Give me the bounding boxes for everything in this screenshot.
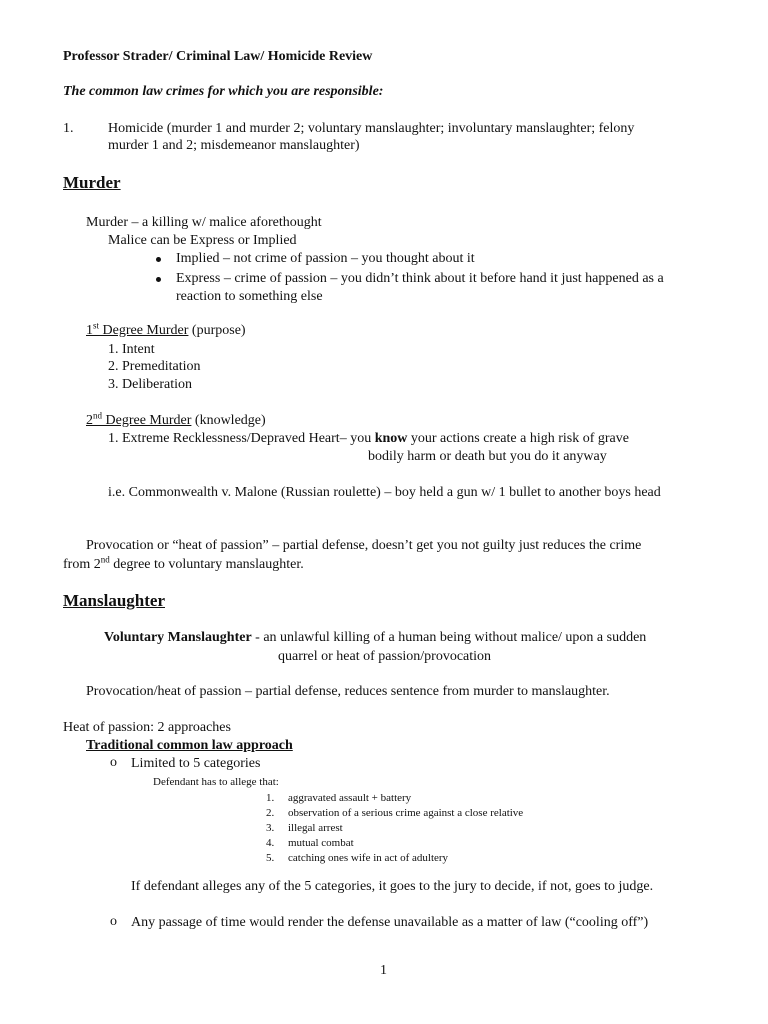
category-number: 5. bbox=[266, 852, 275, 864]
murder-heading: Murder bbox=[63, 173, 121, 192]
heat-of-passion-text: Heat of passion: 2 approaches bbox=[63, 720, 231, 735]
malice-text: Malice can be Express or Implied bbox=[108, 233, 297, 248]
bullet-icon bbox=[156, 277, 161, 282]
circle-bullet-icon: o bbox=[110, 755, 117, 770]
document-title: Professor Strader/ Criminal Law/ Homicide Review bbox=[63, 49, 373, 64]
alleges-text: Defendant has to allege that: bbox=[153, 776, 279, 788]
cooling-off-text: Any passage of time would render the defense unavailable as a matter of law (“cooling off”) bbox=[131, 915, 649, 930]
manslaughter-heading: Manslaughter bbox=[63, 591, 165, 610]
list-number: 1. bbox=[63, 121, 74, 136]
category-number: 4. bbox=[266, 837, 275, 849]
category-number: 2. bbox=[266, 807, 275, 819]
provocation-manslaughter-text: Provocation/heat of passion – partial defense, reduces sentence from murder to manslaughter. bbox=[86, 684, 610, 699]
list-item: 3. Deliberation bbox=[108, 377, 192, 392]
case-example: i.e. Commonwealth v. Malone (Russian roulette) – boy held a gun w/ 1 bullet to another boys head bbox=[108, 485, 661, 500]
category-item: aggravated assault + battery bbox=[288, 792, 412, 804]
category-item: illegal arrest bbox=[288, 822, 343, 834]
murder-definition: Murder – a killing w/ malice aforethought bbox=[86, 215, 322, 230]
category-number: 3. bbox=[266, 822, 275, 834]
provocation-text: Provocation or “heat of passion” – partial defense, doesn’t get you not guilty just reduces the crime bbox=[86, 538, 642, 553]
category-number: 1. bbox=[266, 792, 275, 804]
express-text-cont: reaction to something else bbox=[176, 289, 323, 304]
category-item: catching ones wife in act of adultery bbox=[288, 852, 449, 864]
bullet-icon bbox=[156, 257, 161, 262]
list-item: 2. Premeditation bbox=[108, 359, 201, 374]
voluntary-manslaughter-def-cont: quarrel or heat of passion/provocation bbox=[278, 649, 492, 664]
category-item: mutual combat bbox=[288, 837, 354, 849]
list-item-text-cont: murder 1 and 2; misdemeanor manslaughter) bbox=[108, 138, 360, 153]
second-degree-heading: 2nd Degree Murder (knowledge) bbox=[86, 410, 266, 428]
implied-text: Implied – not crime of passion – you thought about it bbox=[176, 251, 475, 266]
category-item: observation of a serious crime against a close relative bbox=[288, 807, 524, 819]
provocation-text-cont: from 2nd degree to voluntary manslaughter. bbox=[63, 554, 304, 572]
page-number: 1 bbox=[380, 963, 387, 978]
list-item: 1. Intent bbox=[108, 342, 155, 357]
limited-text: Limited to 5 categories bbox=[131, 756, 261, 771]
document-subtitle: The common law crimes for which you are responsible: bbox=[63, 84, 384, 99]
voluntary-manslaughter-def: Voluntary Manslaughter - an unlawful killing of a human being without malice/ upon a sudden bbox=[104, 630, 647, 645]
second-degree-item: 1. Extreme Recklessness/Depraved Heart– you know your actions create a high risk of grave bbox=[108, 431, 629, 446]
express-text: Express – crime of passion – you didn’t think about it before hand it just happened as a bbox=[176, 271, 664, 286]
second-degree-item-cont: bodily harm or death but you do it anyway bbox=[368, 449, 607, 464]
list-item-text: Homicide (murder 1 and murder 2; voluntary manslaughter; involuntary manslaughter; felony bbox=[108, 121, 635, 136]
traditional-approach-heading: Traditional common law approach bbox=[86, 738, 293, 753]
jury-text: If defendant alleges any of the 5 categories, it goes to the jury to decide, if not, goes to judge. bbox=[131, 879, 654, 894]
circle-bullet-icon: o bbox=[110, 914, 117, 929]
first-degree-heading: 1st Degree Murder (purpose) bbox=[86, 320, 246, 338]
